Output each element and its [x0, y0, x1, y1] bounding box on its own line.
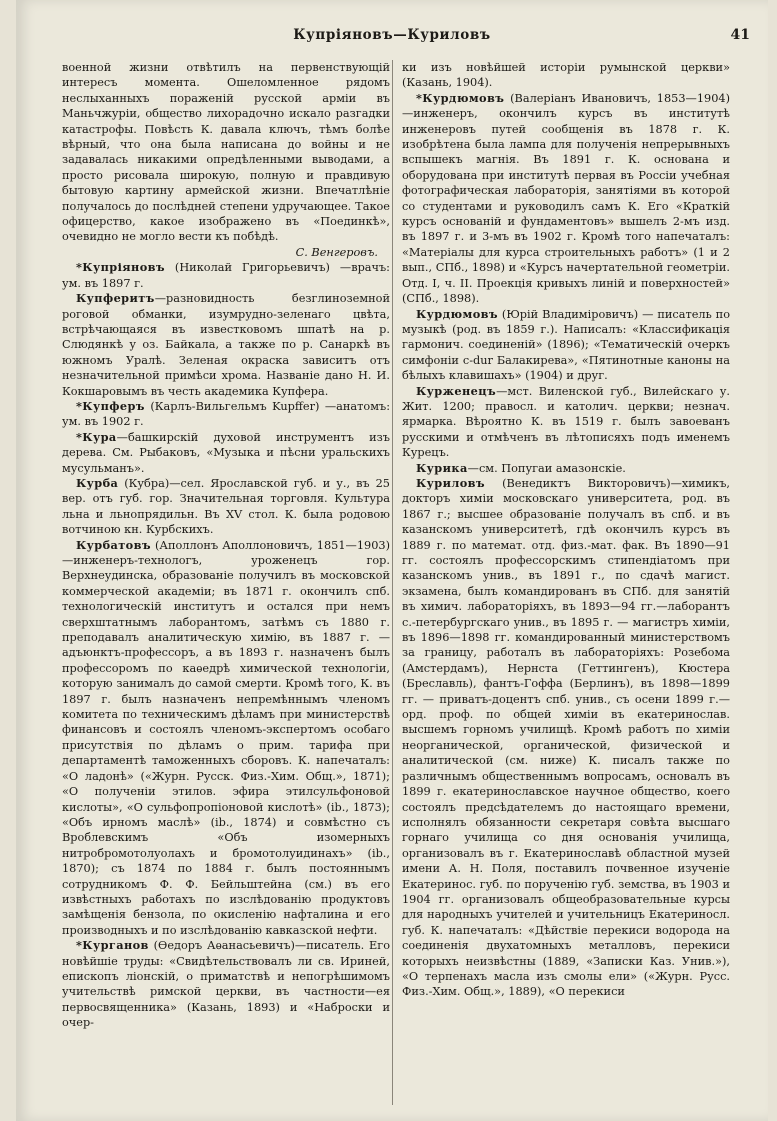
entry-text: —разновидность безглиноземной роговой обманки, изумрудно-зеленаго цвѣта, встрѣчающаяся въ известковомъ шпатѣ на р. Слюдянкѣ у оз. Байкала, а также по р. Санаркѣ въ южномъ Уралѣ. Зеленая окраска зависитъ отъ незначительной примѣси хрома. Названіе дано Н. И. Кокшаровымъ въ честь академика Купфера. — [62, 292, 390, 398]
entry-text: (Валеріанъ Ивановичъ, 1853—1904)—инженеръ, окончилъ курсъ въ институтѣ инженеровъ путей сообщенія въ 1878 г. К. изобрѣтена была лампа для полученія непрерывныхъ вспышекъ магнія. Въ 1891 г. К. основана и оборудована при институтѣ первая въ Россіи учебная фотографическая лабораторія, занятіями въ которой со студентами и руководилъ самъ К. Его «Краткій курсъ основаній и фундаментовъ» вышелъ 2-мъ изд. въ 1897 г. и 3-мъ въ 1902 г. Кромѣ того напечаталъ: «Матеріалы для курса строительныхъ работъ» (1 и 2 вып., СПб., 1898) и «Курсъ начертательной геометріи. Отд. I, ч. II. Проекція кривыхъ линій и поверхностей» (СПб., 1898). — [402, 91, 730, 306]
entry-text: (Аполлонъ Аполлоновичъ, 1851—1903)—инженеръ-технологъ, уроженецъ гор. Верхнеудинска, образованіе получилъ въ московской коммерческой академіи; въ 1871 г. окончилъ спб. технологическій институтъ и остался при немъ сверхштатнымъ лаборантомъ, затѣмъ съ 1880 г. преподавалъ аналитическую химію, въ 1887 г. — адъюнктъ-профессоръ, а въ 1893 г. назначенъ былъ профессоромъ по каѳедрѣ химической технологіи, которую занималъ до самой смерти. Кромѣ того, К. въ 1897 г. былъ назначенъ непремѣннымъ членомъ комитета по техническимъ дѣламъ при министерствѣ финансовъ и состоялъ членомъ-экспертомъ особаго присутствія по дѣламъ о прим. тарифа при департаментѣ таможенныхъ сборовъ. К. напечаталъ: «О ладонѣ» («Журн. Русск. Физ.-Хим. Общ.», 1871); «О полученіи этилов. эфира этилсульфоновой кислоты», «О сульфопропіоновой кислотѣ» (ib., 1873); «Объ ирномъ маслѣ» (ib., 1874) и совмѣстно съ Вроблевскимъ «Объ изомерныхъ нитробромотолуолахъ и бромотолуидинахъ» (ib., 1870); съ 1874 по 1884 г. былъ постояннымъ сотрудникомъ Ф. Ф. Бейльштейна (см.) въ его извѣстныхъ работахъ по изслѣдованію продуктовъ замѣщенія бензола, по окисленію нафталина и его производныхъ и по изслѣдованію кавказской нефти. — [62, 538, 390, 937]
left-column — [62, 60, 390, 1031]
entry-text: (Карлъ-Вильгельмъ Kupffer) —анатомъ: ум. въ 1902 г. — [62, 399, 390, 429]
headword: Курика — [416, 460, 468, 475]
headword: Курба — [76, 475, 119, 490]
entry-kurilov — [402, 476, 730, 1000]
entry-text: (Николай Григорьевичъ) —врачъ: ум. въ 1897 г. — [62, 261, 390, 290]
headword: *Курдюмовъ — [416, 90, 505, 105]
entry-kurba — [62, 476, 390, 538]
headword: *Кура — [76, 429, 117, 444]
entry-kura — [62, 430, 390, 476]
column-divider — [392, 60, 393, 1105]
author-signature: С. Венгеровъ. — [295, 245, 378, 259]
entry-text: (Венедиктъ Викторовичъ)—химикъ, докторъ химіи московскаго университета, род. въ 1867 г.; высшее образованіе получалъ въ спб. и въ казанскомъ университетѣ, гдѣ окончилъ курсъ въ 1889 г. по математ. отд. физ.-мат. фак. Въ 1890—91 гг. состоялъ профессорскимъ стипендіатомъ при казанскомъ унив., въ 1891 г., по сдачѣ магист. экзамена, былъ командированъ въ СПб. для занятій въ химич. лабораторіяхъ, въ 1893—94 гг.—лаборантъ с.-петербургскаго унив., въ 1895 г. — магистръ химіи, въ 1896—1898 гг. командированный министерствомъ за границу, работалъ въ лабораторіяхъ: Розебома (Амстердамъ), Нернста (Геттингенъ), Кюстера (Бреславль), фантъ-Гоффа (Берлинъ), въ 1898—1899 гг. — приватъ-доцентъ спб. унив., съ осени 1899 г.—орд. проф. по общей химіи въ екатеринослав. высшемъ горномъ училищѣ. Кромѣ работъ по химіи неорганической, органической, физической и аналитической (см. ниже) К. писалъ также по различнымъ общественнымъ вопросамъ, основалъ въ 1899 г. екатеринославское научное общество, коего состоялъ предсѣдателемъ до настоящаго времени, исполнялъ обязанности секретаря совѣта высшаго горнаго училища со дня основанія училища, организовалъ въ г. Екатеринославѣ областной музей имени А. Н. Поля, поставилъ почвенное изученіе Екатеринос. губ. по порученію губ. земства, въ 1903 и 1904 гг. организовалъ общеобразовательные курсы для народныхъ учителей и учительницъ Екатериносл. губ. К. напечаталъ: «Дѣйствіе перекиси водорода на соединенія двухатомныхъ металловъ, перекиси которыхъ неизвѣстны (1889, «Записки Каз. Унив.»), «О терпенахъ масла изъ смолы ели» («Журн. Русс. Физ.-Хим. Общ.», 1889), «О перекиси — [402, 476, 730, 999]
entry-kupriyanov — [62, 260, 390, 291]
entry-text: —см. Попугаи амазонскіе. — [467, 461, 626, 475]
page-header — [16, 27, 768, 49]
entry-continuation: ки изъ новѣйшей исторіи румынской церкви» (Казань, 1904). — [402, 61, 730, 90]
entry-kurganov — [62, 938, 390, 1030]
page-number: 41 — [730, 27, 750, 43]
headword: Куриловъ — [416, 475, 486, 490]
entry-text: —башкирскій духовой инструментъ изъ дерева. См. Рыбаковъ, «Музыка и пѣсни уральскихъ мусульманъ». — [62, 430, 390, 475]
entry-kurdyumov-yuri — [402, 307, 730, 384]
headword: Курженецъ — [416, 383, 497, 398]
entry-kurzhenets — [402, 384, 730, 461]
entry-kurdyumov-valerian — [402, 91, 730, 307]
headword: Курбатовъ — [76, 537, 151, 552]
entry-kurbatov — [62, 538, 390, 939]
headword: *Купферъ — [76, 398, 145, 413]
entry-kupferit — [62, 291, 390, 399]
entry-kurika — [402, 461, 730, 476]
headword: *Курганов — [76, 938, 149, 953]
entry-text: (Өедоръ Аѳанасьевичъ)—писатель. Его новѣйшіе труды: «Свидѣтельствовалъ ли св. Ириней, епископъ ліонскій, о приматствѣ и непогрѣшимомъ учительствѣ римской церкви, въ частности—ея первосвященника» (Казань, 1893) и «Наброски и очер- — [62, 939, 390, 1030]
running-title: Купріяновъ—Куриловъ — [293, 27, 491, 43]
entry-text: (Кубра)—сел. Ярославской губ. и у., въ 25 вер. отъ губ. гор. Значительная торговля. Культура льна и льнопрядильн. Въ XV стол. К. была родовою вотчиною кн. Курбскихъ. — [62, 476, 390, 537]
entry-text: (Юрій Владиміровичъ) — писатель по музыкѣ (род. въ 1859 г.). Написалъ: «Классификація гармонич. соединеній» (1896); «Тематическій очеркъ симфоніи c-dur Балакирева», «Пятинотные каноны на бѣлыхъ клавишахъ» (1904) и друг. — [402, 307, 730, 383]
entry-text: —мст. Виленской губ., Вилейскаго у. Жит. 1200; правосл. и католич. церкви; незнач. ярмарка. Вѣроятно К. въ 1519 г. былъ завоеванъ русскими и отмѣченъ въ лѣтописяхъ подъ именемъ Курецъ. — [402, 384, 730, 460]
entry-kupfer — [62, 399, 390, 430]
entry-continuation: военной жизни отвѣтилъ на первенствующій интересъ момента. Ошеломленное рядомъ неслыханныхъ пораженій русской арміи въ Маньчжуріи, общество лихорадочно искало разгадки катастрофы. Повѣсть К. давала ключъ, тѣмъ болѣе вѣрный, что она была написана до войны и не задавалась никакими опредѣленными выводами, а просто рисовала широкую, полную и правдивую бытовую картину армейской жизни. Впечатлѣніе получалось до послѣдней степени удручающее. Такое офицерство, какое изображено въ «Поединкѣ», очевидно не могло вести къ побѣдѣ. — [62, 61, 390, 244]
headword: *Купріяновъ — [76, 260, 165, 275]
right-column — [402, 60, 730, 1000]
book-page — [16, 0, 768, 1121]
headword: Купферитъ — [76, 291, 155, 306]
headword: Курдюмовъ — [416, 306, 498, 321]
